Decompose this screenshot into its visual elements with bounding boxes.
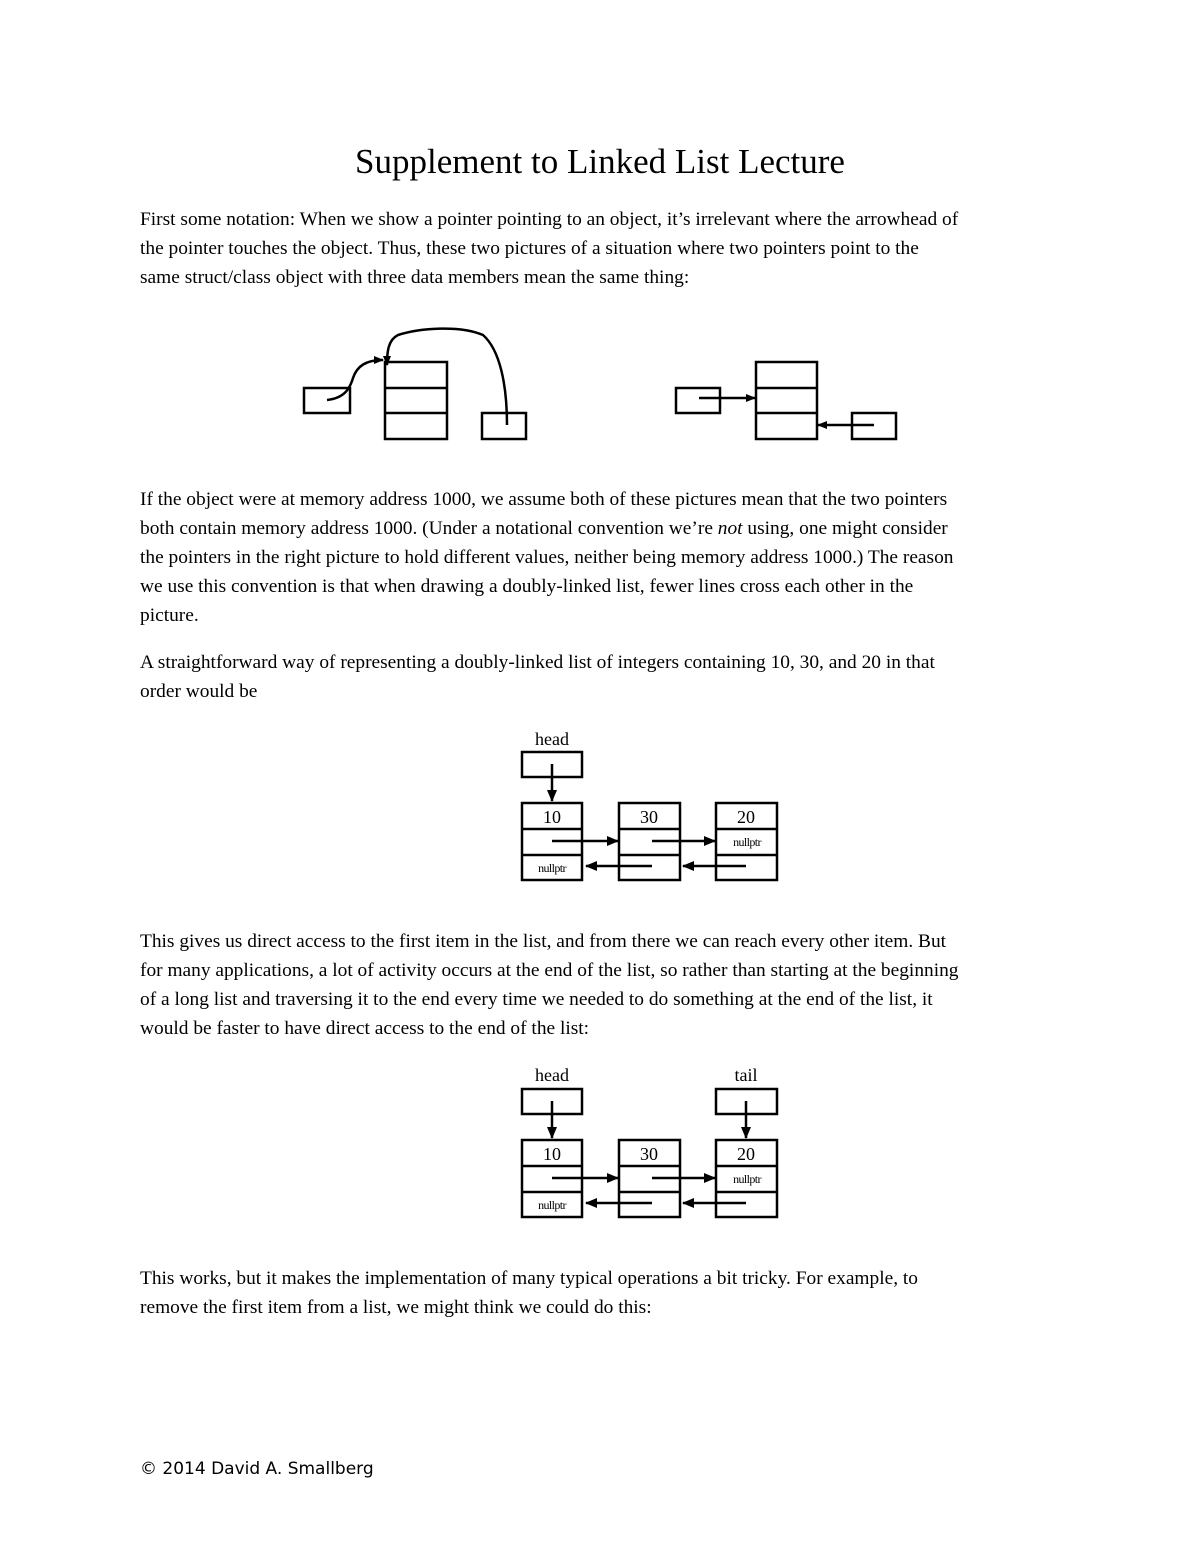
text-line: [140, 514, 1070, 543]
copyright-footer: © 2014 David A. Smallberg: [140, 1459, 374, 1479]
text-line: This works, but it makes the implementation of many typical operations a bit tricky. For example, to: [140, 1268, 918, 1289]
text-line: picture.: [140, 605, 199, 626]
null-label: nullptr: [538, 1198, 566, 1212]
pointer-box: [482, 413, 526, 439]
text-line: This gives us direct access to the first item in the list, and from there we can reach every other item. But: [140, 931, 947, 952]
left-picture: [304, 329, 526, 439]
doubly-linked-list-tail-diagram: [0, 1062, 1200, 1222]
right-picture: [676, 362, 896, 439]
text-run: using, one might consider: [742, 518, 948, 539]
paragraph-tricky: [140, 1264, 1070, 1322]
node-value: 30: [640, 1144, 658, 1164]
null-label: nullptr: [733, 835, 761, 849]
node-value: 10: [543, 807, 561, 827]
text-line: would be faster to have direct access to the end of the list:: [140, 1018, 590, 1039]
text-line: order would be: [140, 681, 258, 702]
null-label: nullptr: [733, 1172, 761, 1186]
text-line: remove the first item from a list, we might think we could do this:: [140, 1297, 652, 1318]
pointer-arrow: [327, 360, 383, 400]
text-line: we use this convention is that when drawing a doubly-linked list, fewer lines cross each other in the: [140, 576, 914, 597]
paragraph-direct-access: [140, 927, 1070, 1043]
text-line: same struct/class object with three data members mean the same thing:: [140, 267, 690, 288]
null-label: nullptr: [538, 861, 566, 875]
pointer-notation-diagram: [0, 320, 1200, 450]
text-line: of a long list and traversing it to the end every time we needed to do something at the end of the list, it: [140, 989, 933, 1010]
node-value: 30: [640, 807, 658, 827]
object-box: [756, 362, 817, 439]
page-title: Supplement to Linked List Lecture: [355, 142, 845, 181]
node-value: 20: [737, 1144, 755, 1164]
emphasis-text: not: [717, 518, 743, 539]
text-line: the pointers in the right picture to hold different values, neither being memory address 1000.) The reason: [140, 547, 954, 568]
text-line: the pointer touches the object. Thus, these two pictures of a situation where two pointers point to the: [140, 238, 919, 259]
node-value: 20: [737, 807, 755, 827]
paragraph-straightforward: [140, 648, 1070, 706]
tail-label: tail: [734, 1065, 758, 1085]
doubly-linked-list-diagram: [0, 725, 1200, 885]
node-value: 10: [543, 1144, 561, 1164]
paragraph-convention: [140, 485, 1070, 630]
head-label: head: [535, 1065, 569, 1085]
paragraph-notation: [140, 205, 1070, 292]
text-line: If the object were at memory address 1000, we assume both of these pictures mean that the two pointers: [140, 489, 948, 510]
text-line: for many applications, a lot of activity occurs at the end of the list, so rather than starting at the beginning: [140, 960, 959, 981]
text-run: both contain memory address 1000. (Under a notational convention we’re: [140, 518, 718, 539]
pointer-box: [304, 388, 350, 413]
text-line: First some notation: When we show a pointer pointing to an object, it’s irrelevant where the arrowhead of: [140, 209, 959, 230]
pointer-box: [676, 388, 720, 413]
text-line: A straightforward way of representing a doubly-linked list of integers containing 10, 30, and 20 in that: [140, 652, 935, 673]
head-label: head: [535, 729, 569, 749]
object-box: [385, 362, 447, 439]
